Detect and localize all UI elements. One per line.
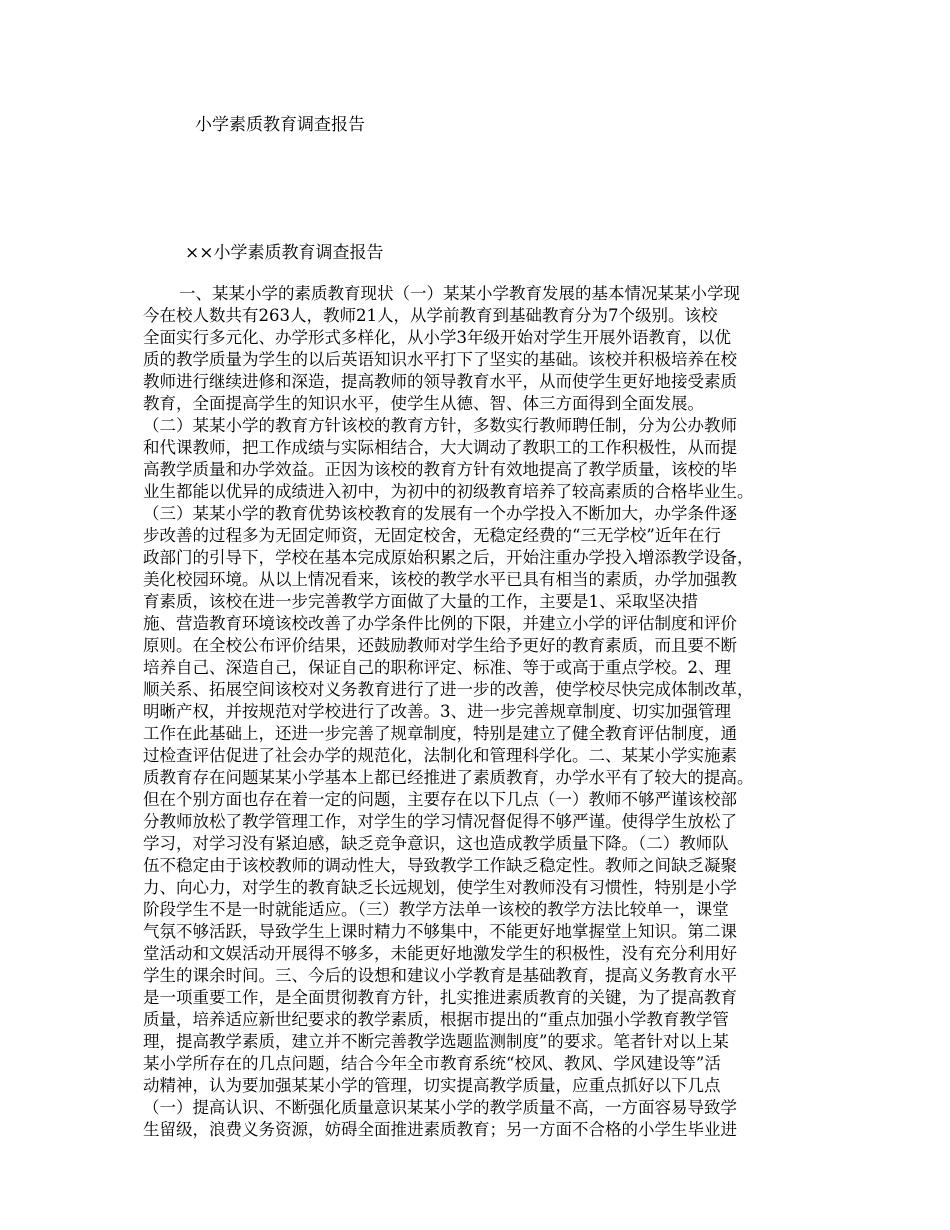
body-line: 步改善的过程多为无固定师资，无固定校舍，无稳定经费的“三无学校”近年在行 <box>143 526 721 545</box>
body-line: 一、某某小学的素质教育现状（一）某某小学教育发展的基本情况某某小学现 <box>179 284 740 303</box>
body-line: 和代课教师，把工作成绩与实际相结合，大大调动了教职工的工作积极性，从而提 <box>143 438 737 457</box>
body-line: 某小学所存在的几点问题，结合今年全市教育系统“校风、教风、学风建设等”活 <box>143 1054 721 1073</box>
body-line: 质教育存在问题某某小学基本上都已经推进了素质教育，办学水平有了较大的提高。 <box>143 768 754 787</box>
body-line: 是一项重要工作，是全面贯彻教育方针，扎实推进素质教育的关键，为了提高教育 <box>143 988 737 1007</box>
body-line: 分教师放松了教学管理工作，对学生的学习情况督促得不够严谨。使得学生放松了 <box>143 812 737 831</box>
body-line: 育素质，该校在进一步完善教学方面做了大量的工作，主要是1、采取坚决措 <box>143 592 698 611</box>
body-line: 政部门的引导下，学校在基本完成原始积累之后，开始注重办学投入增添教学设备， <box>143 548 754 567</box>
body-line: 学习，对学习没有紧迫感，缺乏竞争意识，这也造成教学质量下降。（二）教师队 <box>143 834 729 853</box>
body-line: 今在校人数共有263人，教师21人，从学前教育到基础教育分为7个级别。该校 <box>143 306 718 325</box>
body-line: 业生都能以优异的成绩进入初中，为初中的初级教育培养了较高素质的合格毕业生。 <box>143 482 754 501</box>
body-line: 质量，培养适应新世纪要求的教学素质，根据市提出的“重点加强小学教育教学管 <box>143 1010 729 1029</box>
body-line: 堂活动和文娱活动开展得不够多，未能更好地激发学生的积极性，没有充分利用好 <box>143 944 737 963</box>
body-line: 美化校园环境。从以上情况看来，该校的教学水平已具有相当的素质，办学加强教 <box>143 570 737 589</box>
body-line: 工作在此基础上，还进一步完善了规章制度，特别是建立了健全教育评估制度，通 <box>143 724 737 743</box>
body-line: 质的教学质量为学生的以后英语知识水平打下了坚实的基础。该校并积极培养在校 <box>143 350 737 369</box>
body-line: （二）某某小学的教育方针该校的教育方针，多数实行教师聘任制，分为公办教师 <box>143 416 737 435</box>
report-title: ××小学素质教育调查报告 <box>185 243 384 263</box>
body-line: 过检查评估促进了社会办学的规范化，法制化和管理科学化。二、某某小学实施素 <box>143 746 737 765</box>
body-line: （一）提高认识、不断强化质量意识某某小学的教学质量不高，一方面容易导致学 <box>143 1098 737 1117</box>
body-line: 理，提高教学素质，建立并不断完善教学选题监测制度”的要求。笔者针对以上某 <box>143 1032 729 1051</box>
body-line: 施、营造教育环境该校改善了办学条件比例的下限，并建立小学的评估制度和评价 <box>143 614 737 633</box>
body-line: 伍不稳定由于该校教师的调动性大，导致教学工作缺乏稳定性。教师之间缺乏凝聚 <box>143 856 737 875</box>
body-line: 全面实行多元化、办学形式多样化，从小学3年级开始对学生开展外语教育，以优 <box>143 328 731 347</box>
body-line: 学生的课余时间。三、今后的设想和建议小学教育是基础教育，提高义务教育水平 <box>143 966 737 985</box>
body-line: 生留级，浪费义务资源，妨碍全面推进素质教育；另一方面不合格的小学生毕业进 <box>143 1120 737 1139</box>
body-line: 培养自己、深造自己，保证自己的职称评定、标准、等于或高于重点学校。2、理 <box>143 658 731 677</box>
body-line: 力、向心力，对学生的教育缺乏长远规划，使学生对教师没有习惯性，特别是小学 <box>143 878 737 897</box>
report-body <box>143 283 823 1141</box>
document-title: 小学素质教育调查报告 <box>195 115 365 135</box>
body-line: 明晰产权，并按规范对学校进行了改善。3、进一步完善规章制度、切实加强管理 <box>143 702 731 721</box>
body-line: 但在个别方面也存在着一定的问题，主要存在以下几点（一）教师不够严谨该校部 <box>143 790 737 809</box>
body-line: （三）某某小学的教育优势该校教育的发展有一个办学投入不断加大，办学条件逐 <box>143 504 737 523</box>
body-line: 气氛不够活跃，导致学生上课时精力不够集中，不能更好地掌握堂上知识。第二课 <box>143 922 737 941</box>
body-line: 动精神，认为要加强某某小学的管理，切实提高教学质量，应重点抓好以下几点 <box>143 1076 721 1095</box>
body-line: 教师进行继续进修和深造，提高教师的领导教育水平，从而使学生更好地接受素质 <box>143 372 737 391</box>
body-line: 教育，全面提高学生的知识水平，使学生从德、智、体三方面得到全面发展。 <box>143 394 704 413</box>
body-line: 顺关系、拓展空间该校对义务教育进行了进一步的改善，使学校尽快完成体制改革， <box>143 680 754 699</box>
body-line: 高教学质量和办学效益。正因为该校的教育方针有效地提高了教学质量，该校的毕 <box>143 460 737 479</box>
body-line: 阶段学生不是一时就能适应。（三）教学方法单一该校的教学方法比较单一，课堂 <box>143 900 729 919</box>
body-line: 原则。在全校公布评价结果，还鼓励教师对学生给予更好的教育素质，而且要不断 <box>143 636 737 655</box>
